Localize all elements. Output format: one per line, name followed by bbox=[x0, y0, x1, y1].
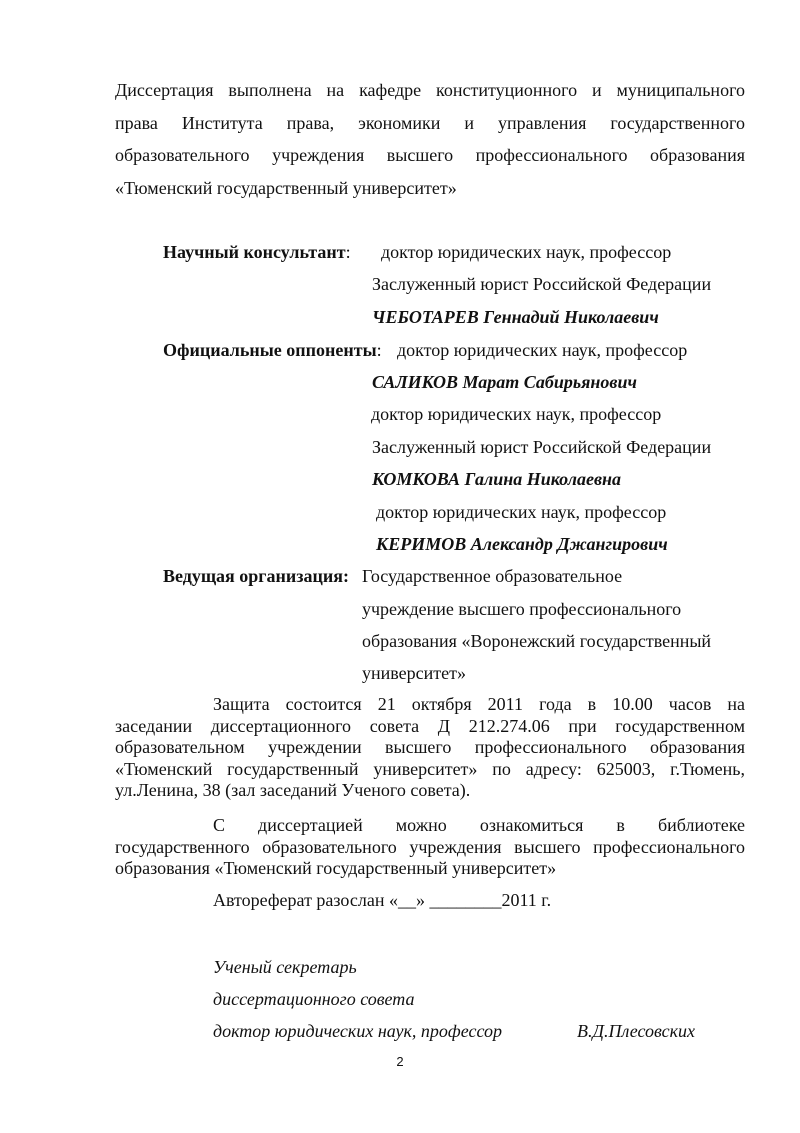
secretary-line: диссертационного совета bbox=[213, 989, 415, 1009]
defense-line: Защита состоится 21 октября 2011 года в 10.00 часов на bbox=[213, 694, 745, 714]
opponents-colon: : bbox=[376, 340, 382, 360]
defense-line: заседании диссертационного совета Д 212.274.06 при государственном bbox=[115, 715, 745, 736]
opponent-name: САЛИКОВ Марат Сабирьянович bbox=[372, 372, 637, 392]
leading-org-line: университет» bbox=[362, 663, 466, 683]
intro-line: права Института права, экономики и управления государственного bbox=[115, 112, 745, 133]
library-paragraph bbox=[115, 815, 745, 880]
defense-line: ул.Ленина, 38 (зал заседаний Ученого совета). bbox=[115, 780, 471, 800]
opponents-heading bbox=[163, 339, 382, 361]
opponent-name: КОМКОВА Галина Николаевна bbox=[372, 469, 621, 489]
page-number: 2 bbox=[396, 1054, 404, 1069]
opponent-degree: доктор юридических наук, профессор bbox=[376, 502, 667, 522]
consultant-title: Заслуженный юрист Российской Федерации bbox=[372, 274, 712, 294]
opponent-title: Заслуженный юрист Российской Федерации bbox=[372, 437, 712, 457]
leading-org-line: учреждение высшего профессионального bbox=[362, 599, 682, 619]
leading-org-line: образования «Воронежский государственный bbox=[362, 631, 712, 651]
secretary-line: доктор юридических наук, профессор bbox=[213, 1021, 502, 1041]
defense-paragraph bbox=[115, 694, 745, 802]
defense-line: «Тюменский государственный университет» по адресу: 625003, г.Тюмень, bbox=[115, 758, 745, 779]
consultant-colon: : bbox=[345, 242, 351, 262]
intro-paragraph bbox=[115, 74, 745, 204]
library-line: С диссертацией можно ознакомиться в библиотеке bbox=[213, 815, 745, 835]
consultant-name: ЧЕБОТАРЕВ Геннадий Николаевич bbox=[372, 307, 659, 327]
intro-line: Диссертация выполнена на кафедре конституционного и муниципального bbox=[115, 80, 745, 100]
opponent-name: КЕРИМОВ Александр Джангирович bbox=[376, 534, 668, 554]
opponent-degree: доктор юридических наук, профессор bbox=[371, 404, 662, 424]
secretary-line: Ученый секретарь bbox=[213, 957, 357, 977]
opponents-label: Официальные оппоненты bbox=[163, 340, 377, 360]
intro-line: «Тюменский государственный университет» bbox=[115, 177, 457, 198]
library-line: государственного образовательного учреждения высшего профессионального bbox=[115, 836, 745, 857]
secretary-signature-name: В.Д.Плесовских bbox=[577, 1021, 696, 1041]
leading-org-line: Государственное образовательное bbox=[362, 566, 623, 586]
consultant-label: Научный консультант bbox=[163, 242, 346, 262]
defense-line: образовательном учреждении высшего профессионального образования bbox=[115, 737, 745, 757]
leading-org-label: Ведущая организация: bbox=[163, 566, 349, 586]
abstract-sent-date: Автореферат разослан «__» ________2011 г. bbox=[213, 890, 552, 910]
intro-line: образовательного учреждения высшего профессионального образования bbox=[115, 145, 745, 165]
consultant-heading bbox=[163, 241, 351, 263]
library-line: образования «Тюменский государственный университет» bbox=[115, 858, 557, 878]
consultant-degree: доктор юридических наук, профессор bbox=[381, 242, 672, 262]
opponent-degree: доктор юридических наук, профессор bbox=[397, 340, 688, 360]
